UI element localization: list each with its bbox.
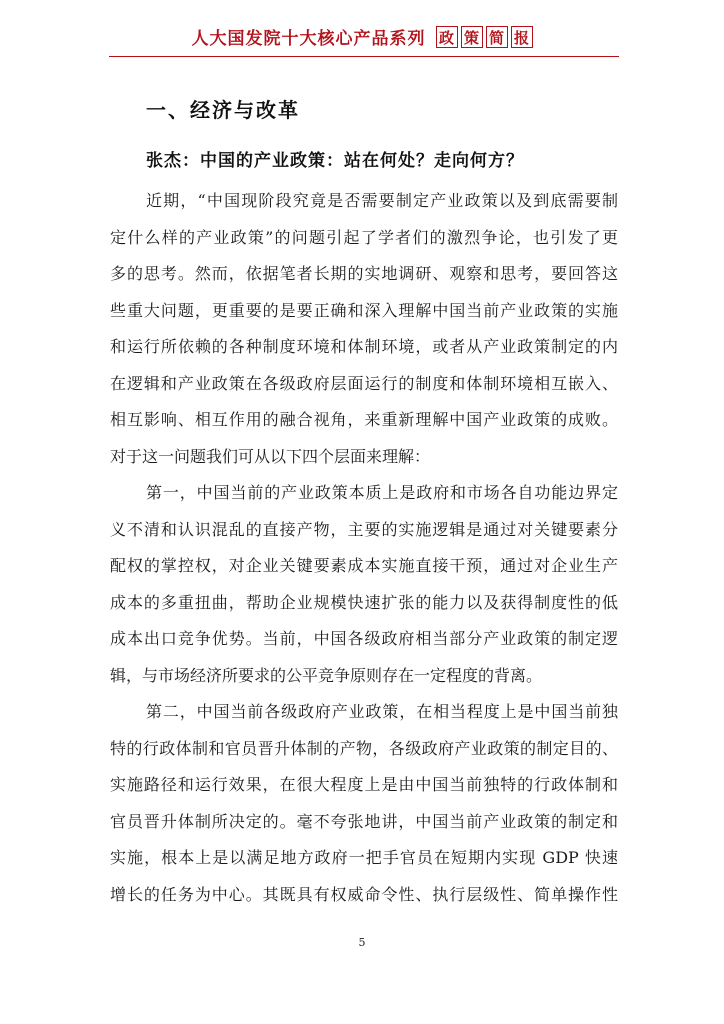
text-line: 定什么样的产业政策”的问题引起了学者们的激烈争论，也引发了更 [110, 227, 618, 247]
publication-char-box: 报 [511, 26, 533, 48]
text-line: 成本出口竞争优势。当前，中国各级政府相当部分产业政策的制定逻 [110, 629, 618, 648]
text-line: 相互影响、相互作用的融合视角，来重新理解中国产业政策的成败。 [110, 410, 618, 429]
publication-char-box: 简 [486, 26, 508, 48]
text-line: 实施，根本上是以满足地方政府一把手官员在短期内实现 GDP 快速 [110, 848, 618, 867]
text-line: 辑，与市场经济所要求的公平竞争原则存在一定程度的背离。 [110, 665, 543, 685]
article-body [110, 183, 618, 913]
section-title: 一、经济与改革 [146, 98, 300, 122]
text-line: 配权的掌控权，对企业关键要素成本实施直接干预，通过对企业生产 [110, 556, 618, 575]
text-line: 在逻辑和产业政策在各级政府层面运行的制度和体制环境相互嵌入、 [110, 373, 618, 393]
text-line: 成本的多重扭曲，帮助企业规模快速扩张的能力以及获得制度性的低 [110, 592, 618, 612]
series-title: 人大国发院十大核心产品系列 [191, 29, 426, 49]
text-line: 义不清和认识混乱的直接产物，主要的实施逻辑是通过对关键要素分 [110, 519, 618, 539]
text-line: 第一，中国当前的产业政策本质上是政府和市场各自功能边界定 [146, 483, 618, 502]
publication-char-box: 策 [461, 26, 483, 48]
text-line: 特的行政体制和官员晋升体制的产物，各级政府产业政策的制定目的、 [110, 738, 618, 758]
text-line: 官员晋升体制所决定的。毫不夸张地讲，中国当前产业政策的制定和 [110, 811, 618, 831]
text-line: 对于这一问题我们可从以下四个层面来理解： [110, 446, 431, 466]
publication-name-boxes [436, 26, 533, 48]
text-line: 和运行所依赖的各种制度环境和体制环境，或者从产业政策制定的内 [110, 337, 618, 356]
text-line: 些重大问题，更重要的是要正确和深入理解中国当前产业政策的实施 [110, 300, 618, 320]
text-line: 多的思考。然而，依据笔者长期的实地调研、观察和思考，要回答这 [110, 264, 618, 283]
page-number: 5 [358, 936, 366, 949]
header-rule [109, 56, 619, 57]
text-line: 增长的任务为中心。其既具有权威命令性、执行层级性、简单操作性 [110, 884, 618, 904]
text-line: 第二，中国当前各级政府产业政策，在相当程度上是中国当前独 [146, 702, 618, 721]
text-line: 实施路径和运行效果，在很大程度上是由中国当前独特的行政体制和 [110, 775, 618, 794]
page-header [0, 24, 724, 49]
publication-char-box: 政 [436, 26, 458, 48]
article-title: 张杰：中国的产业政策：站在何处？走向何方？ [146, 151, 524, 171]
text-line: 近期，“中国现阶段究竟是否需要制定产业政策以及到底需要制 [146, 191, 618, 210]
